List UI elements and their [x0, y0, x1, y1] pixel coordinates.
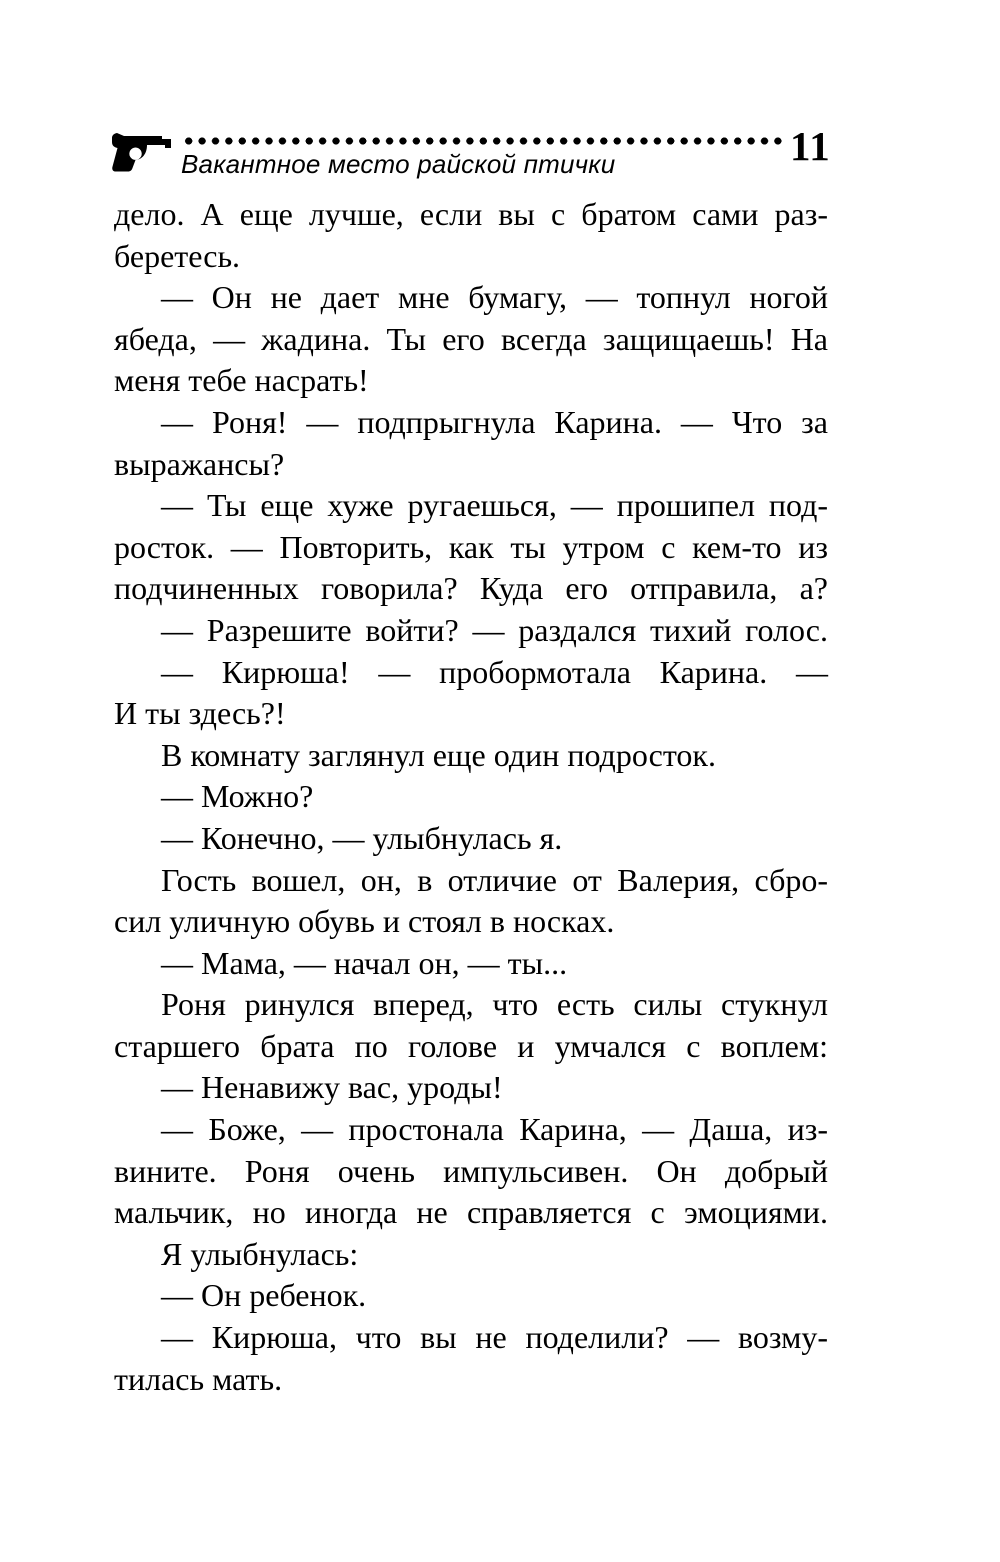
text-line: беретесь. [114, 237, 241, 274]
body-text [114, 194, 828, 1400]
text-line: сил уличную обувь и стоял в носках. [114, 903, 615, 940]
page-number: 11 [790, 123, 831, 169]
text-line: — Разрешите войти? — раздался тихий голос. [161, 611, 828, 648]
text-line: вините. Роня очень импульсивен. Он добрый [114, 1152, 828, 1189]
text-line: И ты здесь?! [114, 695, 286, 732]
text-line: В комнату заглянул еще один подросток. [161, 736, 716, 773]
text-line: — Он не дает мне бумагу, — топнул ногой [161, 279, 828, 316]
text-line: меня тебе насрать! [114, 362, 369, 399]
text-line: Гость вошел, он, в отличие от Валерия, сбро- [161, 861, 828, 898]
pistol-icon [108, 132, 172, 172]
text-line: старшего брата по голове и умчался с воплем: [114, 1027, 828, 1064]
running-header [0, 0, 1000, 190]
text-line: — Роня! — подпрыгнула Карина. — Что за [161, 403, 828, 440]
text-line: подчиненных говорила? Куда его отправила, а? [114, 570, 828, 607]
text-line: Я улыбнулась: [161, 1235, 359, 1272]
text-line: — Мама, — начал он, — ты... [161, 944, 568, 981]
text-line: тилась мать. [114, 1360, 283, 1397]
text-line: — Можно? [161, 778, 314, 815]
text-line: росток. — Повторить, как ты утром с кем-то из [114, 528, 828, 565]
text-line: — Кирюша! — пробормотала Карина. — [161, 653, 828, 690]
text-line: — Он ребенок. [161, 1277, 367, 1314]
text-line: мальчик, но иногда не справляется с эмоциями. [114, 1194, 828, 1231]
text-line: — Кирюша, что вы не поделили? — возму- [161, 1319, 828, 1356]
text-line: — Ненавижу вас, уроды! [161, 1069, 503, 1106]
text-line: выражансы? [114, 445, 285, 482]
text-line: — Боже, — простонала Карина, — Даша, из- [161, 1111, 828, 1148]
text-line: Роня ринулся вперед, что есть силы стукнул [161, 986, 828, 1023]
text-line: ябеда, — жадина. Ты его всегда защищаешь! На [114, 320, 828, 357]
dotted-rule [182, 135, 785, 147]
running-title: Вакантное место райской птички [181, 149, 616, 179]
text-line: дело. А еще лучше, если вы с братом сами раз- [114, 196, 828, 232]
text-line: — Ты еще хуже ругаешься, — прошипел под- [161, 487, 828, 524]
text-line: — Конечно, — улыбнулась я. [161, 819, 563, 856]
